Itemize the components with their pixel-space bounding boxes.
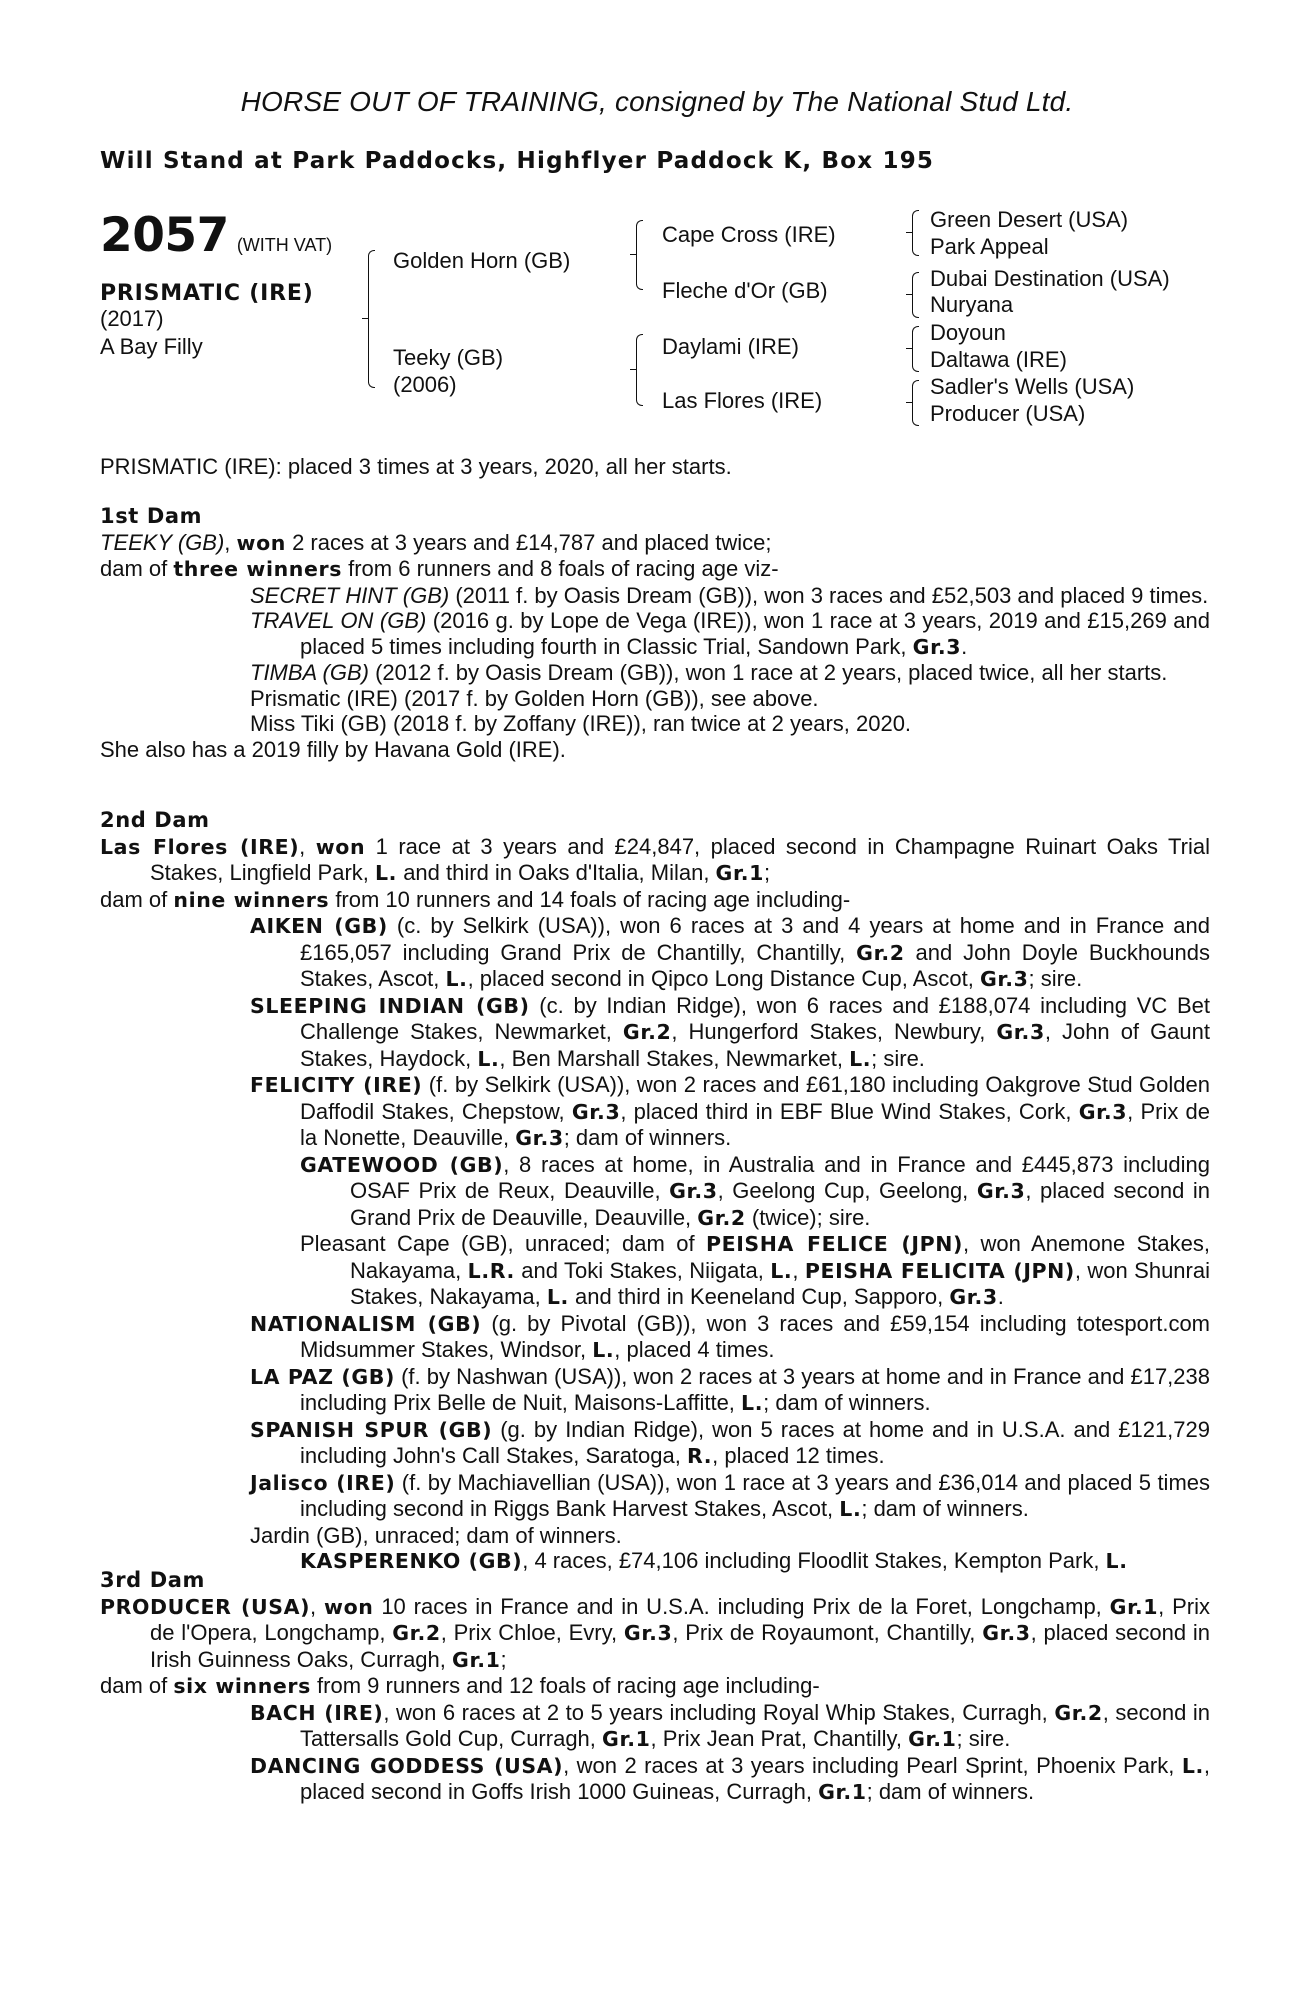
bold-text: L. bbox=[375, 861, 398, 885]
bold-text: nine winners bbox=[173, 887, 330, 912]
bold-text: SPANISH SPUR (GB) bbox=[250, 1417, 493, 1442]
bold-text: Gr.1 bbox=[452, 1647, 501, 1672]
text-run: 10 races in France and in U.S.A. including Prix de la Foret, Longchamp, bbox=[373, 1593, 1110, 1619]
text-run: , second in Tattersalls Gold Cup, Curragh, bbox=[300, 1699, 1211, 1751]
dam-produce-intro bbox=[100, 1673, 1210, 1700]
section-title: 3rd Dam bbox=[100, 1568, 205, 1592]
bold-text: Gr.2 bbox=[856, 940, 905, 965]
pedigree-brace-point bbox=[906, 402, 912, 403]
italic-text: SECRET HINT (GB) bbox=[250, 582, 450, 608]
vat-note: (WITH VAT) bbox=[236, 235, 333, 255]
horse-name: PRISMATIC (IRE) bbox=[100, 281, 314, 306]
bold-text: Gr.3 bbox=[980, 967, 1029, 991]
text-run: , won 2 races at 3 years including Pearl Sprint, Phoenix Park, bbox=[563, 1752, 1182, 1778]
text-run: dam of bbox=[100, 1673, 174, 1698]
pedigree-dam: Teeky (GB) bbox=[393, 345, 504, 370]
text-run: , Prix de la Nonette, Deauville, bbox=[300, 1098, 1210, 1150]
pedigree-gg-7: Sadler's Wells (USA) bbox=[930, 374, 1135, 399]
race-summary: PRISMATIC (IRE): placed 3 times at 3 years, 2020, all her starts. bbox=[100, 454, 732, 479]
text-run: dam of bbox=[100, 886, 174, 912]
pedigree-gg-6: Daltawa (IRE) bbox=[930, 347, 1067, 372]
lot-header bbox=[100, 208, 332, 263]
text-run: ; dam of winners. bbox=[563, 1125, 732, 1150]
bold-text: L. bbox=[770, 1258, 793, 1283]
produce-entry bbox=[100, 1700, 1210, 1753]
italic-text: TEEKY (GB) bbox=[100, 529, 225, 555]
text-run: from 10 runners and 14 foals of racing age including- bbox=[329, 886, 851, 912]
bold-text: L. bbox=[849, 1046, 872, 1071]
text-run: (f. by Nashwan (USA)), won 2 races at 3 years at home and in France and £17,238 including Prix Belle de Nuit, Maisons-Laffitte, bbox=[300, 1363, 1211, 1415]
horse-description: A Bay Filly bbox=[100, 334, 203, 359]
text-run: 2 races at 3 years and £14,787 and placed twice; bbox=[285, 529, 772, 555]
produce-entry bbox=[100, 711, 1210, 737]
produce-entry bbox=[100, 993, 1210, 1073]
pedigree-brace bbox=[912, 210, 919, 256]
bold-text: DANCING GODDESS (USA) bbox=[250, 1753, 564, 1778]
bold-text: PEISHA FELICITA (JPN) bbox=[804, 1258, 1075, 1283]
text-run: , won 6 races at 2 to 5 years including Royal Whip Stakes, Curragh, bbox=[383, 1699, 1055, 1725]
text-run: , placed second in Grand Prix de Deauville, Deauville, bbox=[350, 1178, 1210, 1230]
pedigree-gg-3: Dubai Destination (USA) bbox=[930, 266, 1170, 291]
text-run: ; sire. bbox=[871, 1045, 925, 1071]
bold-text: won bbox=[315, 834, 366, 859]
text-run: and third in Keeneland Cup, Sapporo, bbox=[568, 1284, 950, 1309]
text-run: , Geelong Cup, Geelong, bbox=[717, 1178, 977, 1203]
text-run: (2012 f. by Oasis Dream (GB)), won 1 race at 2 years, placed twice, all her starts. bbox=[368, 660, 1168, 685]
text-run: ; sire. bbox=[956, 1726, 1011, 1751]
text-run: . bbox=[997, 1284, 1004, 1309]
text-run: , Prix de l'Opera, Longchamp, bbox=[150, 1593, 1210, 1645]
text-run: , placed 12 times. bbox=[712, 1443, 885, 1468]
text-run: 1 race at 3 years and £24,847, placed second in Champagne Ruinart Oaks Trial Stakes, Lingfield Park, bbox=[150, 833, 1210, 885]
text-run: , Hungerford Stakes, Newbury, bbox=[671, 1019, 997, 1044]
pedigree-brace bbox=[912, 326, 919, 372]
horse-year: (2017) bbox=[100, 306, 164, 331]
bold-text: BACH (IRE) bbox=[250, 1700, 384, 1725]
bold-text: Gr.2 bbox=[392, 1621, 441, 1645]
pedigree-gg-8: Producer (USA) bbox=[930, 401, 1086, 426]
text-run: (2011 f. by Oasis Dream (GB)), won 3 races and £52,503 and placed 9 times. bbox=[449, 582, 1209, 608]
bold-text: Gr.1 bbox=[1109, 1594, 1159, 1619]
pedigree-brace bbox=[636, 334, 643, 406]
bold-text: L. bbox=[1105, 1549, 1128, 1573]
produce-entry bbox=[100, 686, 1210, 712]
bold-text: L. bbox=[546, 1285, 569, 1309]
bold-text: Gr.2 bbox=[1054, 1700, 1103, 1725]
bold-text: GATEWOOD (GB) bbox=[300, 1152, 504, 1177]
produce-entry bbox=[100, 1417, 1210, 1470]
bold-text: three winners bbox=[173, 557, 342, 581]
produce-entry bbox=[100, 608, 1210, 660]
text-run: , won Anemone Stakes, Nakayama, bbox=[350, 1231, 1210, 1283]
text-run: , 8 races at home, in Australia and in France and £445,873 including OSAF Prix de Reux, Deauville, bbox=[350, 1151, 1211, 1203]
produce-entry bbox=[100, 1231, 1210, 1311]
bold-text: Gr.3 bbox=[982, 1621, 1031, 1645]
produce-entry bbox=[100, 1072, 1210, 1152]
text-run: She also has a 2019 filly by Havana Gold (IRE). bbox=[100, 736, 566, 762]
text-run: , bbox=[310, 1593, 325, 1619]
bold-text: L. bbox=[839, 1497, 862, 1521]
text-run: Miss Tiki (GB) (2018 f. by Zoffany (IRE)), ran twice at 2 years, 2020. bbox=[250, 711, 912, 736]
produce-note bbox=[100, 737, 1210, 763]
produce-entry bbox=[100, 1311, 1210, 1364]
text-run: , John of Gaunt Stakes, Haydock, bbox=[300, 1019, 1211, 1071]
bold-text: Gr.3 bbox=[996, 1020, 1045, 1044]
dam-record bbox=[100, 530, 1210, 557]
bold-text: PEISHA FELICE (JPN) bbox=[705, 1232, 963, 1256]
pedigree-brace-point bbox=[630, 254, 636, 255]
text-run: , placed second in Qipco Long Distance Cup, Ascot, bbox=[467, 966, 980, 991]
produce-entry bbox=[100, 583, 1210, 609]
stand-location: Will Stand at Park Paddocks, Highflyer Paddock K, Box 195 bbox=[100, 148, 935, 174]
produce-entry bbox=[100, 1152, 1210, 1232]
text-run: from 9 runners and 12 foals of racing age including- bbox=[310, 1673, 820, 1698]
bold-text: Gr.3 bbox=[976, 1179, 1026, 1203]
page-heading: HORSE OUT OF TRAINING, consigned by The National Stud Ltd. bbox=[240, 86, 1074, 117]
text-run: (2016 g. by Lope de Vega (IRE)), won 1 race at 3 years, 2019 and £15,269 and placed 5 times including fourth in Classic Trial, Sandown Park, bbox=[300, 608, 1210, 659]
text-run: ; dam of winners. bbox=[866, 1779, 1035, 1804]
produce-entry bbox=[100, 1364, 1210, 1417]
text-run: from 6 runners and 8 foals of racing age viz- bbox=[342, 556, 779, 581]
pedigree-brace-point bbox=[906, 348, 912, 349]
bold-text: Gr.3 bbox=[669, 1179, 718, 1203]
dam-produce-intro bbox=[100, 556, 1210, 583]
bold-text: won bbox=[236, 530, 286, 555]
dam-produce-intro bbox=[100, 887, 1210, 914]
bold-text: Gr.1 bbox=[908, 1727, 957, 1751]
text-run: ; dam of winners. bbox=[763, 1390, 931, 1415]
bold-text: R. bbox=[686, 1444, 713, 1468]
italic-text: TIMBA (GB) bbox=[250, 660, 369, 685]
pedigree-dam-dam: Las Flores (IRE) bbox=[662, 388, 823, 413]
bold-text: SLEEPING INDIAN (GB) bbox=[250, 993, 530, 1018]
text-run: Prismatic (IRE) (2017 f. by Golden Horn (GB)), see above. bbox=[250, 685, 819, 711]
text-run: , placed second in Goffs Irish 1000 Guineas, Curragh, bbox=[300, 1752, 1210, 1804]
pedigree-brace bbox=[368, 250, 375, 388]
produce-entry bbox=[100, 1753, 1210, 1806]
text-run: (f. by Selkirk (USA)), won 2 races and £61,180 including Oakgrove Stud Golden Daffodil Stakes, Chepstow, bbox=[300, 1072, 1210, 1124]
bold-text: Las Flores (IRE) bbox=[100, 834, 300, 859]
bold-text: L. bbox=[741, 1391, 764, 1415]
bold-text: PRODUCER (USA) bbox=[100, 1594, 311, 1619]
text-run: (c. by Selkirk (USA)), won 6 races at 3 and 4 years at home and in France and £165,057 including Grand Prix de Chantilly, Chantilly, bbox=[300, 913, 1210, 965]
bold-text: L. bbox=[592, 1338, 615, 1362]
bold-text: six winners bbox=[173, 1674, 311, 1698]
text-run: , bbox=[792, 1257, 805, 1283]
text-run: , Prix de Royaumont, Chantilly, bbox=[672, 1620, 983, 1645]
italic-text: TRAVEL ON (GB) bbox=[250, 608, 427, 633]
bold-text: Gr.3 bbox=[515, 1126, 564, 1150]
text-run: ; bbox=[764, 860, 771, 885]
pedigree-gg-4: Nuryana bbox=[930, 292, 1014, 317]
produce-entry bbox=[100, 660, 1210, 686]
bold-text: Gr.3 bbox=[912, 634, 962, 659]
text-run: Pleasant Cape (GB), unraced; dam of bbox=[300, 1231, 706, 1256]
text-run: , placed second in Irish Guinness Oaks, Curragh, bbox=[150, 1620, 1210, 1672]
bold-text: FELICITY (IRE) bbox=[250, 1073, 423, 1097]
lot-number: 2057 bbox=[100, 208, 229, 263]
text-run: ; sire. bbox=[1028, 966, 1083, 991]
text-run: , Ben Marshall Stakes, Newmarket, bbox=[499, 1045, 850, 1071]
first-dam-section bbox=[100, 504, 1210, 762]
text-run: , won Shunrai Stakes, Nakayama, bbox=[350, 1257, 1210, 1309]
text-run: dam of bbox=[100, 556, 174, 581]
second-dam-section bbox=[100, 808, 1210, 1575]
pedigree-sire: Golden Horn (GB) bbox=[393, 248, 571, 273]
section-title: 2nd Dam bbox=[100, 808, 210, 832]
dam-record bbox=[100, 834, 1210, 887]
pedigree-brace-point bbox=[906, 232, 912, 233]
bold-text: won bbox=[324, 1594, 374, 1619]
text-run: , Prix Jean Prat, Chantilly, bbox=[650, 1726, 909, 1751]
pedigree-brace bbox=[636, 220, 643, 290]
section-title: 1st Dam bbox=[100, 504, 203, 528]
text-run: (twice); sire. bbox=[745, 1204, 871, 1230]
bold-text: Gr.3 bbox=[1078, 1099, 1128, 1124]
text-run: (g. by Indian Ridge), won 5 races at home and in U.S.A. and £121,729 including John's Call Stakes, Saratoga, bbox=[300, 1416, 1210, 1468]
text-run: (f. by Machiavellian (USA)), won 1 race at 3 years and £36,014 and placed 5 times including second in Riggs Bank Harvest Stakes, Ascot, bbox=[300, 1469, 1211, 1521]
dam-record bbox=[100, 1594, 1210, 1674]
bold-text: L. bbox=[477, 1046, 500, 1071]
text-run: (g. by Pivotal (GB)), won 3 races and £59,154 including totesport.com Midsummer Stakes, Windsor, bbox=[300, 1310, 1211, 1362]
produce-entry bbox=[100, 1470, 1210, 1523]
text-run: , placed 4 times. bbox=[614, 1337, 775, 1362]
pedigree-brace-point bbox=[362, 318, 368, 319]
bold-text: L. bbox=[445, 967, 468, 991]
bold-text: Jalisco (IRE) bbox=[250, 1470, 396, 1495]
text-run: Jardin (GB), unraced; dam of winners. bbox=[250, 1522, 622, 1548]
bold-text: LA PAZ (GB) bbox=[250, 1364, 395, 1389]
bold-text: Gr.3 bbox=[623, 1621, 673, 1645]
third-dam-section bbox=[100, 1568, 1210, 1806]
text-run: (c. by Indian Ridge), won 6 races and £188,074 including VC Bet Challenge Stakes, Newmarket, bbox=[300, 992, 1210, 1044]
bold-text: Gr.2 bbox=[697, 1205, 746, 1230]
text-run: , bbox=[224, 529, 237, 555]
pedigree-brace bbox=[912, 380, 919, 426]
bold-text: Gr.2 bbox=[622, 1020, 672, 1044]
text-run: and third in Oaks d'Italia, Milan, bbox=[397, 860, 716, 885]
text-run: , Prix Chloe, Evry, bbox=[440, 1620, 624, 1645]
bold-text: AIKEN (GB) bbox=[250, 914, 388, 938]
bold-text: KASPERENKO (GB) bbox=[300, 1549, 523, 1573]
pedigree-dam-year: (2006) bbox=[393, 372, 457, 397]
pedigree-gg-5: Doyoun bbox=[930, 320, 1006, 345]
pedigree-sire-dam: Fleche d'Or (GB) bbox=[662, 278, 828, 303]
text-run: . bbox=[961, 633, 968, 659]
pedigree-brace-point bbox=[906, 294, 912, 295]
text-run: , bbox=[299, 833, 316, 859]
pedigree-gg-1: Green Desert (USA) bbox=[930, 207, 1129, 232]
bold-text: Gr.1 bbox=[602, 1727, 651, 1751]
pedigree-brace-point bbox=[630, 369, 636, 370]
text-run: and Toki Stakes, Niigata, bbox=[514, 1257, 771, 1283]
bold-text: Gr.1 bbox=[715, 861, 765, 885]
produce-entry bbox=[100, 1523, 1210, 1549]
pedigree-gg-2: Park Appeal bbox=[930, 234, 1049, 259]
text-run: ; bbox=[500, 1646, 507, 1672]
produce-entry bbox=[100, 913, 1210, 993]
bold-text: L.R. bbox=[467, 1258, 515, 1283]
pedigree-brace bbox=[912, 272, 919, 318]
pedigree-dam-sire: Daylami (IRE) bbox=[662, 334, 799, 359]
text-run: , placed third in EBF Blue Wind Stakes, Cork, bbox=[620, 1098, 1079, 1124]
bold-text: Gr.3 bbox=[571, 1099, 621, 1124]
text-run: , 4 races, £74,106 including Floodlit Stakes, Kempton Park, bbox=[522, 1548, 1106, 1573]
bold-text: NATIONALISM (GB) bbox=[250, 1311, 482, 1336]
text-run: and John Doyle Buckhounds Stakes, Ascot, bbox=[300, 939, 1210, 991]
bold-text: L. bbox=[1181, 1753, 1204, 1778]
pedigree-sire-sire: Cape Cross (IRE) bbox=[662, 222, 836, 247]
text-run: ; dam of winners. bbox=[861, 1496, 1029, 1521]
bold-text: Gr.1 bbox=[818, 1780, 867, 1804]
bold-text: Gr.3 bbox=[949, 1285, 998, 1309]
